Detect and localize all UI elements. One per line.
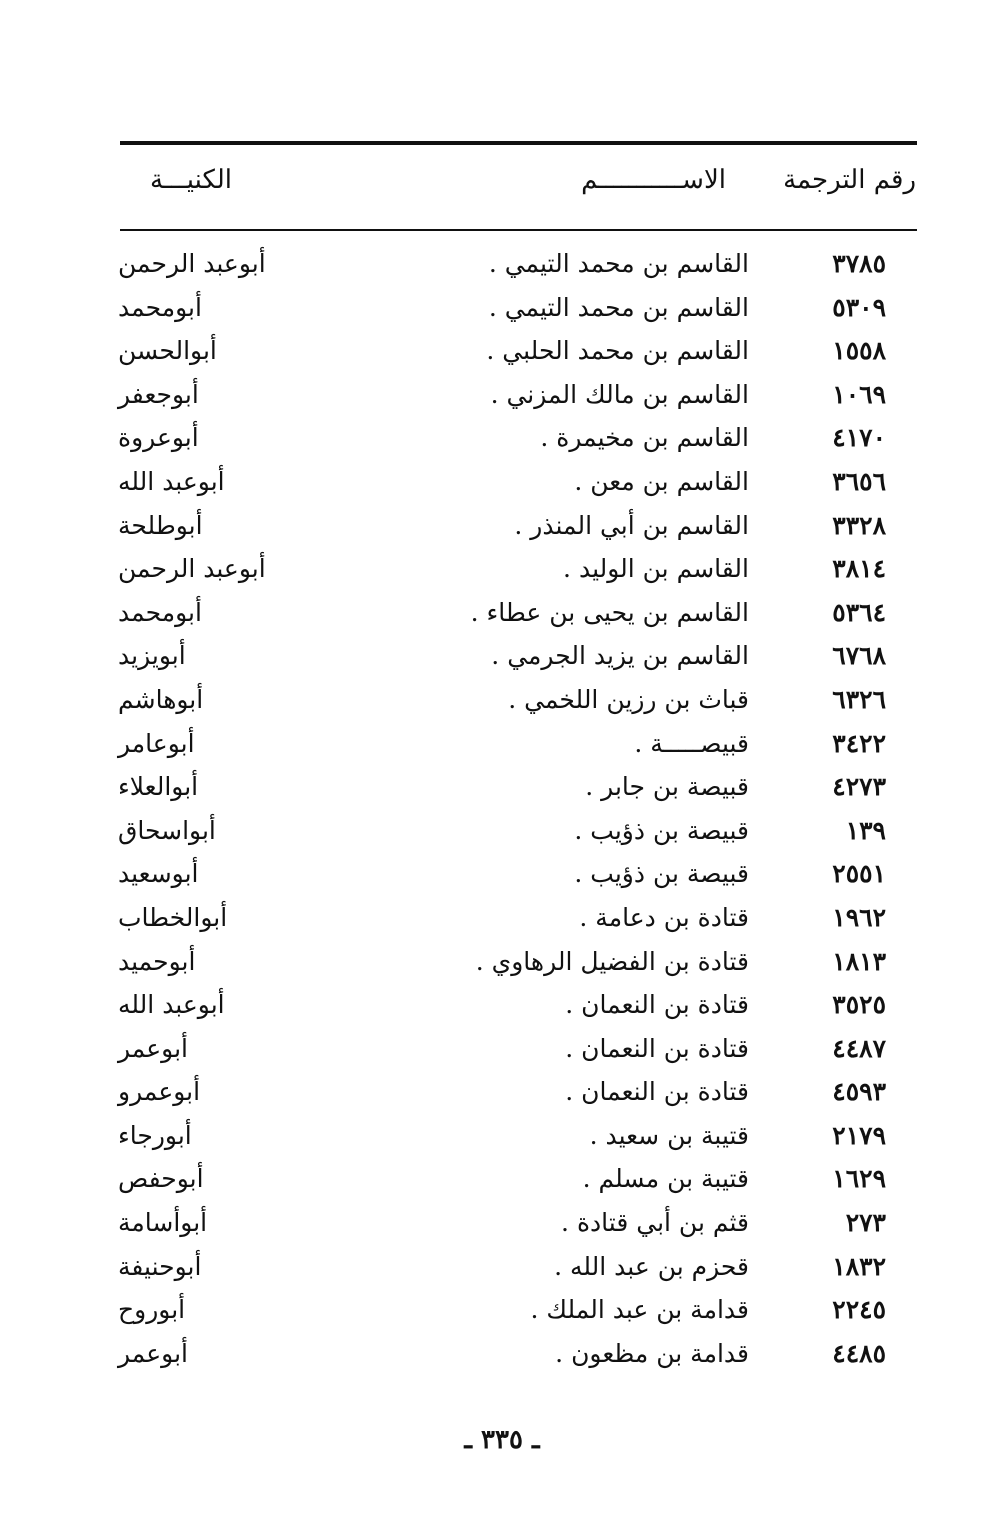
table-row xyxy=(0,373,1004,417)
entry-name: القاسم بن مالك المزني . xyxy=(490,379,749,409)
table-row xyxy=(0,460,1004,504)
entry-kunya: أبوروح xyxy=(118,1295,186,1325)
entry-name: القاسم بن مخيمرة . xyxy=(540,423,749,453)
table-row xyxy=(0,1114,1004,1158)
entry-name: قبيصة بن ذؤيب . xyxy=(574,859,749,889)
table-row xyxy=(0,896,1004,940)
entry-kunya: أبوعمر xyxy=(118,1033,188,1063)
table-row xyxy=(0,1288,1004,1332)
table-row xyxy=(0,416,1004,460)
entry-number: ٦٣٢٦ xyxy=(832,684,886,714)
table-row xyxy=(0,591,1004,635)
table-row xyxy=(0,634,1004,678)
entry-kunya: أبوعمر xyxy=(118,1338,188,1368)
entry-kunya: أبوعبد الرحمن xyxy=(118,249,266,278)
entry-kunya: أبوعبد الله xyxy=(118,466,225,496)
table-row xyxy=(0,547,1004,591)
table-row xyxy=(0,852,1004,896)
entry-number: ٣٦٥٦ xyxy=(832,466,886,496)
entry-name: قبيصـــــة . xyxy=(634,728,749,758)
table-row xyxy=(0,678,1004,722)
entry-number: ١٨٣٢ xyxy=(832,1251,886,1281)
entry-kunya: أبوجعفر xyxy=(118,379,199,409)
entry-name: قتادة بن الفضيل الرهاوي . xyxy=(475,946,749,976)
entry-kunya: أبويزيد xyxy=(118,641,186,671)
header-rule xyxy=(120,229,917,231)
entry-number: ١٦٢٩ xyxy=(832,1164,886,1194)
entry-number: ١٠٦٩ xyxy=(832,379,886,409)
entry-name: قحزم بن عبد الله . xyxy=(554,1251,749,1281)
entry-kunya: أبواسحاق xyxy=(118,815,216,845)
table-row xyxy=(0,765,1004,809)
entry-name: قدامة بن عبد الملك . xyxy=(530,1295,749,1325)
table-row xyxy=(0,1070,1004,1114)
table-row xyxy=(0,1245,1004,1289)
entry-kunya: أبوحميد xyxy=(118,946,196,976)
entry-number: ١٨١٣ xyxy=(832,946,886,976)
entry-name: القاسم بن الوليد . xyxy=(563,554,749,584)
entry-number: ٢١٧٩ xyxy=(832,1120,886,1150)
entry-number: ٤١٧٠ xyxy=(832,423,886,453)
entry-name: القاسم بن محمد الحلبي . xyxy=(486,336,749,366)
table-row xyxy=(0,722,1004,766)
entry-name: قتيبة بن مسلم . xyxy=(582,1164,749,1194)
entry-kunya: أبوهاشم xyxy=(118,684,204,714)
entry-kunya: أبومحمد xyxy=(118,597,202,627)
entry-name: قتادة بن النعمان . xyxy=(565,1033,749,1063)
entry-name: قتادة بن النعمان . xyxy=(565,1077,749,1107)
entry-number: ٤٥٩٣ xyxy=(832,1077,886,1107)
page-number: ـ ٣٣٥ ـ xyxy=(464,1425,540,1455)
table-row xyxy=(0,242,1004,286)
table-row xyxy=(0,1332,1004,1376)
table-row xyxy=(0,329,1004,373)
entry-name: القاسم بن معن . xyxy=(574,466,749,496)
entry-name: قتيبة بن سعيد . xyxy=(589,1120,749,1150)
entry-number: ٣٥٢٥ xyxy=(832,990,886,1020)
entry-name: قتادة بن دعامة . xyxy=(579,902,749,932)
table-row xyxy=(0,940,1004,984)
entry-name: القاسم بن محمد التيمي . xyxy=(488,292,749,322)
entry-number: ٣٤٢٢ xyxy=(832,728,886,758)
entry-number: ٣٧٨٥ xyxy=(832,249,886,278)
entry-number: ١٩٦٢ xyxy=(832,902,886,932)
entry-name: قبيصة بن جابر . xyxy=(585,772,749,802)
table-row xyxy=(0,1027,1004,1071)
entry-name: قثم بن أبي قتادة . xyxy=(561,1208,749,1238)
entry-kunya: أبوحنيفة xyxy=(118,1251,202,1281)
index-table xyxy=(0,242,1004,1375)
entry-number: ٥٣٠٩ xyxy=(832,292,886,322)
entry-number: ٤٢٧٣ xyxy=(832,772,886,802)
table-row xyxy=(0,809,1004,853)
entry-name: قتادة بن النعمان . xyxy=(565,990,749,1020)
entry-kunya: أبوعبد الله xyxy=(118,990,225,1020)
entry-kunya: أبوسعيد xyxy=(118,859,199,889)
entry-name: قدامة بن مظعون . xyxy=(555,1338,749,1368)
entry-number: ٣٨١٤ xyxy=(832,554,886,584)
table-row xyxy=(0,983,1004,1027)
entry-kunya: أبوحفص xyxy=(118,1164,204,1194)
entry-kunya: أبوأسامة xyxy=(118,1208,208,1238)
entry-number: ٢٧٣ xyxy=(845,1208,886,1238)
entry-name: القاسم بن أبي المنذر . xyxy=(514,510,749,540)
entry-kunya: أبوالحسن xyxy=(118,336,217,366)
table-row xyxy=(0,504,1004,548)
header-name: الاســـــــــــم xyxy=(581,165,726,195)
entry-name: القاسم بن محمد التيمي . xyxy=(488,249,749,278)
header-entry-number: رقم الترجمة xyxy=(783,165,916,195)
entry-kunya: أبوعبد الرحمن xyxy=(118,554,266,584)
entry-kunya: أبوعامر xyxy=(118,728,195,758)
entry-number: ٦٧٦٨ xyxy=(832,641,886,671)
table-row xyxy=(0,286,1004,330)
entry-number: ١٣٩ xyxy=(845,815,886,845)
entry-name: قبيصة بن ذؤيب . xyxy=(574,815,749,845)
table-row xyxy=(0,1157,1004,1201)
entry-kunya: أبومحمد xyxy=(118,292,202,322)
entry-name: قباث بن رزين اللخمي . xyxy=(508,684,749,714)
entry-kunya: أبوالعلاء xyxy=(118,772,199,802)
top-rule xyxy=(120,141,917,145)
header-kunya: الكنيـــة xyxy=(150,165,232,195)
table-row xyxy=(0,1201,1004,1245)
entry-number: ٢٢٤٥ xyxy=(832,1295,886,1325)
entry-number: ٥٣٦٤ xyxy=(832,597,886,627)
entry-number: ٤٤٨٥ xyxy=(832,1338,886,1368)
entry-name: القاسم بن يزيد الجرمي . xyxy=(491,641,749,671)
entry-kunya: أبوطلحة xyxy=(118,510,203,540)
entry-number: ٤٤٨٧ xyxy=(832,1033,886,1063)
entry-number: ٢٥٥١ xyxy=(832,859,886,889)
entry-number: ٣٣٢٨ xyxy=(832,510,886,540)
entry-kunya: أبوعروة xyxy=(118,423,199,453)
entry-kunya: أبوعمرو xyxy=(118,1077,201,1107)
entry-kunya: أبورجاء xyxy=(118,1120,192,1150)
entry-name: القاسم بن يحيى بن عطاء . xyxy=(470,597,749,627)
entry-number: ١٥٥٨ xyxy=(832,336,886,366)
entry-kunya: أبوالخطاب xyxy=(118,902,228,932)
